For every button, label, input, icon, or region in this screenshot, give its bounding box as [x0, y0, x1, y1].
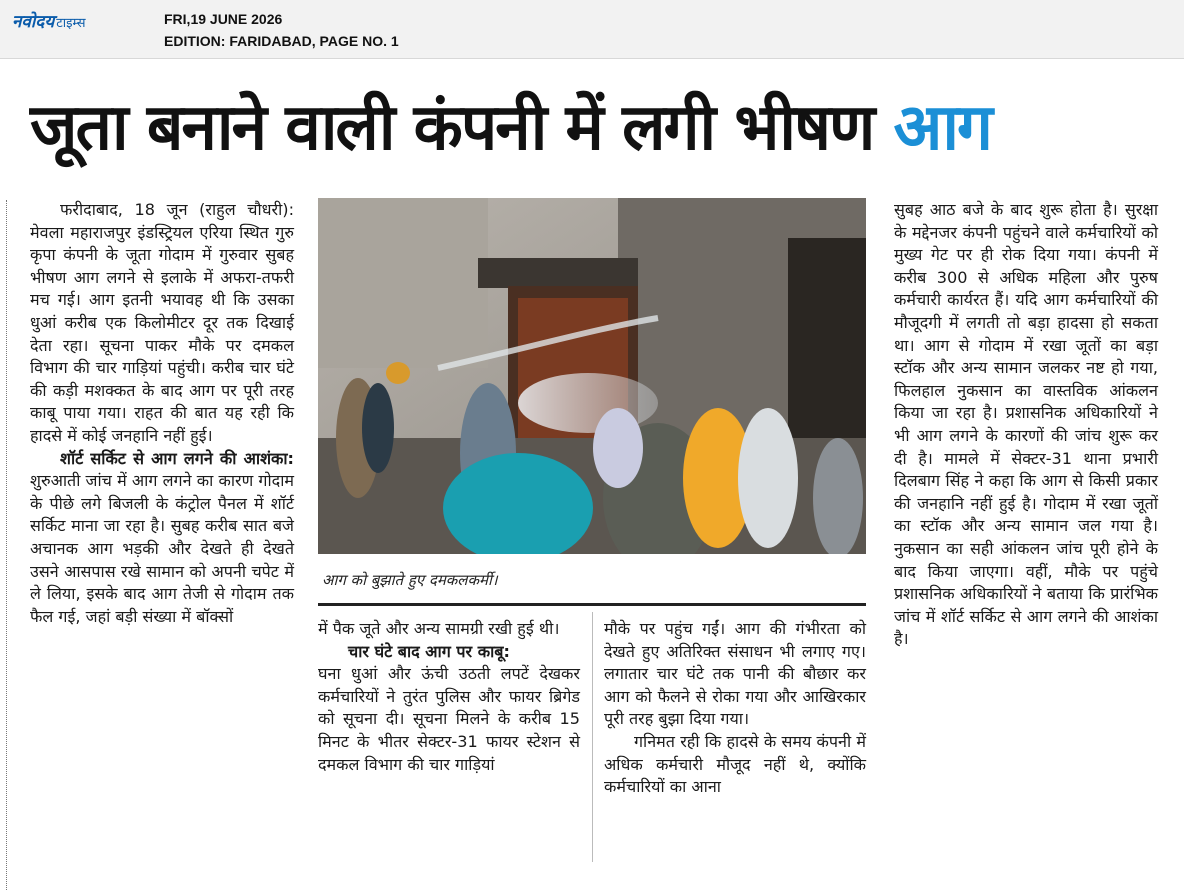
news-photo-firefighters	[318, 198, 866, 554]
article-headline	[30, 86, 1170, 170]
caption-rule	[318, 603, 866, 606]
paragraph-four-hours: घना धुआं और ऊंची उठती लपटें देखकर कर्मचारियों ने तुरंत पुलिस और फायर ब्रिगेड को सूचना दी। सूचना मिलने के करीब 15 मिनट के भीतर सेक्टर-31 फायर स्टेशन से दमकल विभाग की चार गाड़ियां	[318, 664, 580, 774]
edition-info	[164, 8, 399, 52]
logo-main-text: नवोदय	[12, 12, 55, 32]
article-column-3	[604, 618, 866, 799]
headline-main: जूता बनाने वाली कंपनी में लगी भीषण	[30, 91, 874, 165]
photo-caption: आग को बुझाते हुए दमकलकर्मी।	[322, 571, 498, 589]
firefighters-photo-illustration	[318, 198, 866, 554]
article-column-4	[894, 199, 1158, 651]
column-divider	[592, 612, 593, 862]
issue-date: FRI,19 JUNE 2026	[164, 11, 283, 27]
paragraph-col4: सुबह आठ बजे के बाद शुरू होता है। सुरक्षा के मद्देनजर कंपनी पहुंचने वाले कर्मचारियों को मुख्य गेट पर ही रोक दिया गया। कंपनी में करीब 300 से अधिक महिला और पुरुष कर्मचारी कार्यरत हैं। यदि आग कर्मचारियों की मौजूदगी में लगती तो बड़ा हादसा हो सकता था। आग से गोदाम में रखा जूतों का बड़ा स्टॉक और अन्य सामान जलकर नष्ट हो गया, फिलहाल नुकसान का वास्तविक आंकलन किया जा रहा है। प्रशासनिक अधिकारियों ने भी आग लगने के कारणों की जांच शुरू कर दी है। मामले में सेक्टर-31 थाना प्रभारी दिलबाग सिंह ने कहा कि आग से किसी प्रकार की जनहानि नहीं हुई है। गोदाम में रखा जूतों का स्टॉक और अन्य सामान जल गया है। नुकसान का सही आंकलन जांच पूरी होने के बाद किया जाएगा। वहीं, मौके पर पहुंचे प्रशासनिक अधिकारियों ने बताया कि प्रारंभिक जांच में शॉर्ट सर्किट से आग लगने की आशंका है।	[894, 200, 1158, 649]
edition-page: EDITION: FARIDABAD, PAGE NO. 1	[164, 33, 399, 49]
paragraph-col2-cont: में पैक जूते और अन्य सामग्री रखी हुई थी।	[318, 619, 560, 638]
newspaper-logo[interactable]	[12, 9, 86, 32]
article-column-2	[318, 618, 580, 776]
subheading-short-circuit: शॉर्ट सर्किट से आग लगने की आशंका:	[60, 448, 294, 468]
subheading-four-hours	[318, 641, 580, 664]
paragraph-col3-cont: मौके पर पहुंच गईं। आग की गंभीरता को देखते हुए अतिरिक्त संसाधन भी लगाए गए। लगातार चार घंटे तक पानी की बौछार कर आग को फैलने से रोका गया और आखिरकार पूरी तरह बुझा दिया गया।	[604, 619, 866, 729]
paragraph-short-circuit	[30, 448, 294, 629]
masthead-bar	[0, 0, 1184, 59]
subheading-four-hours-text: चार घंटे बाद आग पर काबू:	[348, 641, 510, 661]
paragraph-short-circuit-text: शुरुआती जांच में आग लगने का कारण गोदाम के पीछे लगे बिजली के कंट्रोल पैनल में शॉर्ट सर्किट माना जा रहा है। सुबह करीब सात बजे अचानक आग भड़की और देखते ही देखते उसने आसपास रखे सामान को अपनी चपेट में ले लिया, इसके बाद आग तेजी से गोदाम तक फैल गई, जहां बड़ी संख्या में बॉक्सों	[30, 471, 294, 626]
logo-sub-text: टाइम्स	[56, 16, 86, 31]
paragraph-dateline: फरीदाबाद, 18 जून (राहुल चौधरी): मेवला महाराजपुर इंडस्ट्रियल एरिया स्थित गुरु कृपा कंपनी के जूता गोदाम में गुरुवार सुबह भीषण आग लगने से इलाके में अफरा-तफरी मच गई। आग इतनी भयावह थी कि उसका धुआं करीब एक किलोमीटर दूर तक दिखाई देता रहा। सूचना पाकर मौके पर दमकल विभाग की चार गाड़ियां पहुंची। करीब चार घंटे की कड़ी मशक्कत के बाद आग पर पूरी तरह काबू पाया गया। राहत की बात यह रही कि हादसे में कोई जनहानि नहीं हुई।	[30, 200, 294, 445]
article-column-1	[30, 199, 294, 628]
paragraph-fortunately: गनिमत रही कि हादसे के समय कंपनी में अधिक कर्मचारी मौजूद नहीं थे, क्योंकि कर्मचारियों का आना	[604, 731, 866, 797]
headline-accent-word: आग	[893, 91, 991, 165]
left-margin-rule	[0, 200, 7, 890]
